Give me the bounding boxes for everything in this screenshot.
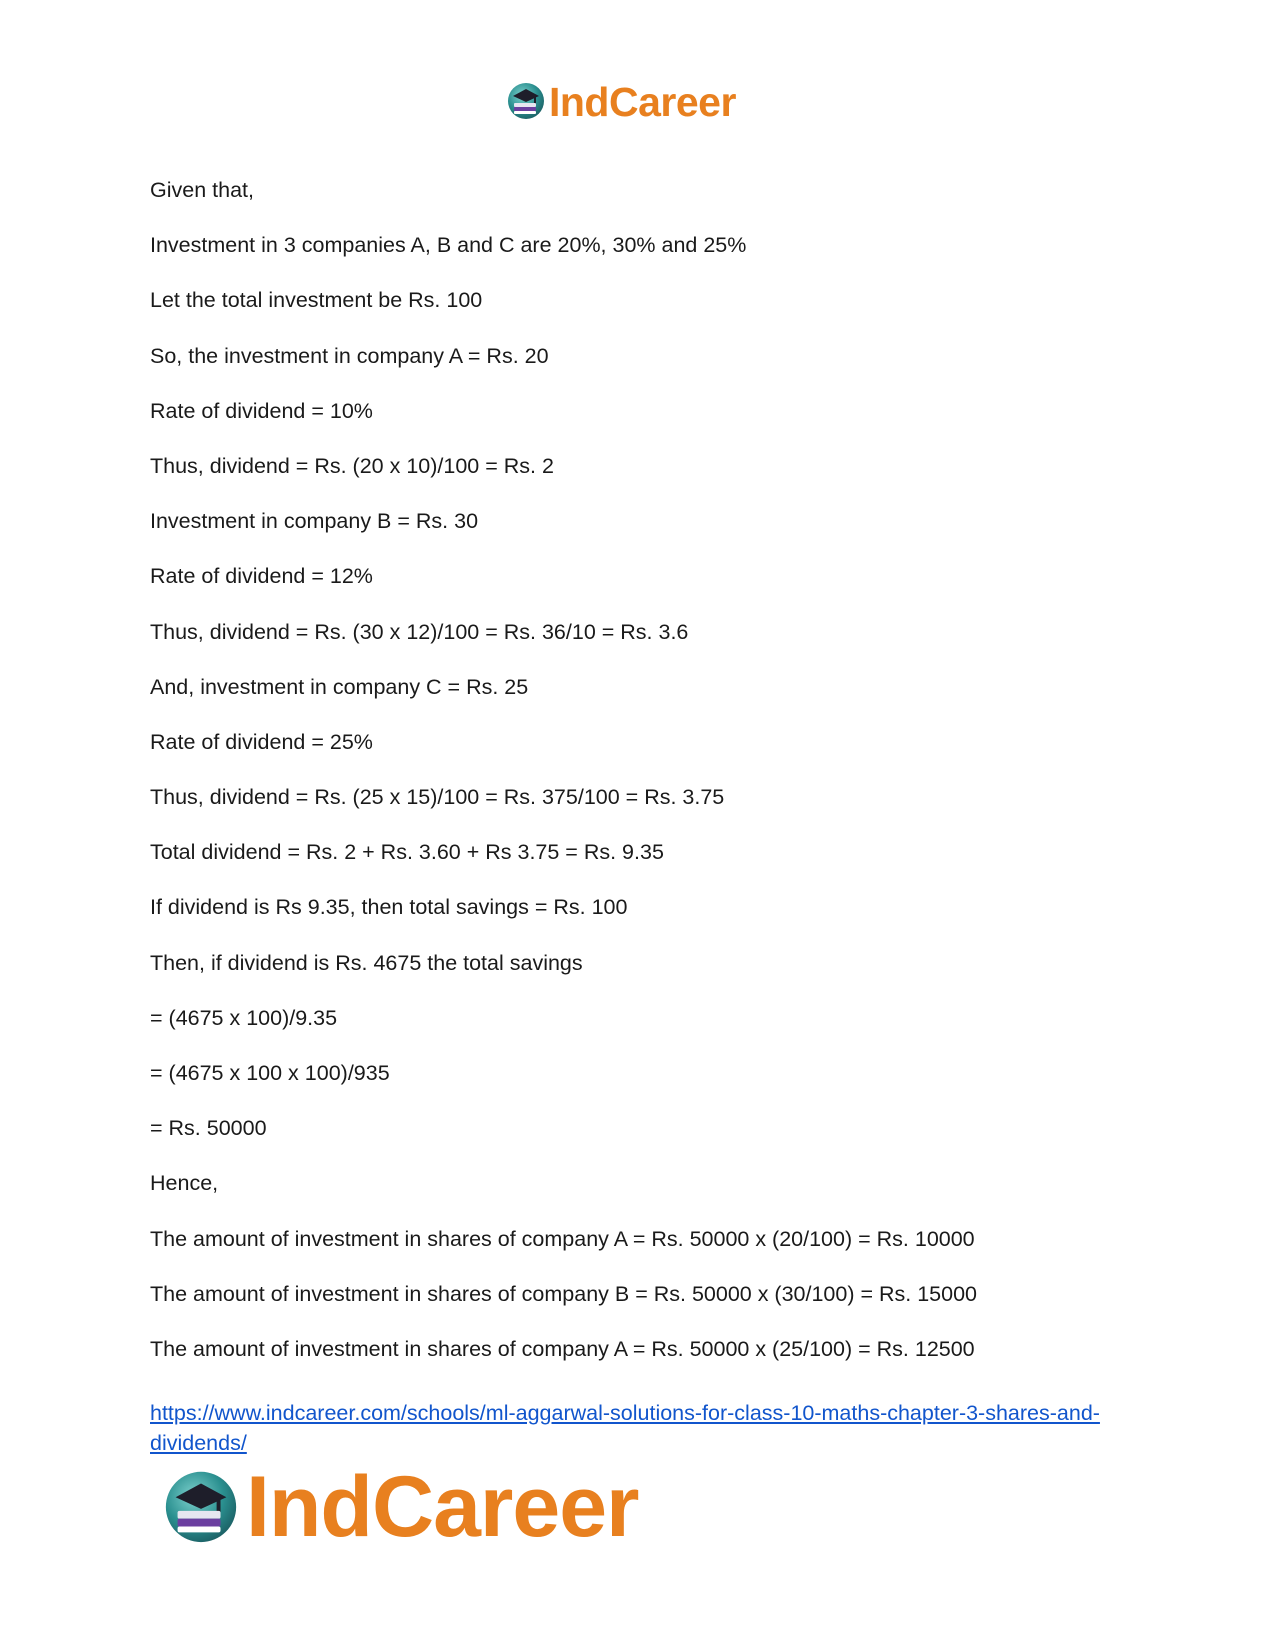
text-line: Rate of dividend = 10% <box>150 398 373 423</box>
text-line: The amount of investment in shares of company A = Rs. 50000 x (25/100) = Rs. 12500 <box>150 1336 975 1361</box>
text-line: Given that, <box>150 178 254 202</box>
text-line: Thus, dividend = Rs. (20 x 10)/100 = Rs. 2 <box>150 453 554 478</box>
text-line: So, the investment in company A = Rs. 20 <box>150 343 549 368</box>
text-line: And, investment in company C = Rs. 25 <box>150 674 529 699</box>
text-line: Investment in company B = Rs. 30 <box>150 509 479 534</box>
footer-logo-text: IndCareer <box>246 1459 639 1555</box>
text-line: The amount of investment in shares of company A = Rs. 50000 x (20/100) = Rs. 10000 <box>150 1226 975 1251</box>
text-line: Let the total investment be Rs. 100 <box>150 288 483 313</box>
header-logo-text: IndCareer <box>549 79 736 125</box>
footer-logo <box>160 1459 639 1555</box>
text-line: = (4675 x 100 x 100)/935 <box>150 1061 390 1085</box>
text-line: Rate of dividend = 25% <box>150 729 373 754</box>
text-line: If dividend is Rs 9.35, then total savings = Rs. 100 <box>150 895 628 920</box>
text-line: Thus, dividend = Rs. (30 x 12)/100 = Rs. 36/10 = Rs. 3.6 <box>150 619 689 644</box>
logo-globe-icon <box>160 1464 242 1551</box>
text-line: Rate of dividend = 12% <box>150 564 373 589</box>
source-link[interactable]: https://www.indcareer.com/schools/ml-aggarwal-solutions-for-class-10-maths-chapter-3-shares-and-dividends/ <box>150 1401 1100 1455</box>
text-line: Hence, <box>150 1171 219 1196</box>
text-line: Total dividend = Rs. 2 + Rs. 3.60 + Rs 3.75 = Rs. 9.35 <box>150 840 664 865</box>
text-line: = (4675 x 100)/9.35 <box>150 1005 338 1030</box>
text-line: = Rs. 50000 <box>150 1116 267 1141</box>
solution-text <box>150 176 1140 1390</box>
logo-globe-icon <box>505 79 547 126</box>
text-line: Thus, dividend = Rs. (25 x 15)/100 = Rs. 375/100 = Rs. 3.75 <box>150 785 725 810</box>
text-line: Investment in 3 companies A, B and C are 20%, 30% and 25% <box>150 233 747 258</box>
text-line: Then, if dividend is Rs. 4675 the total savings <box>150 950 583 975</box>
text-line: The amount of investment in shares of company B = Rs. 50000 x (30/100) = Rs. 15000 <box>150 1281 978 1306</box>
header-logo <box>505 78 736 126</box>
